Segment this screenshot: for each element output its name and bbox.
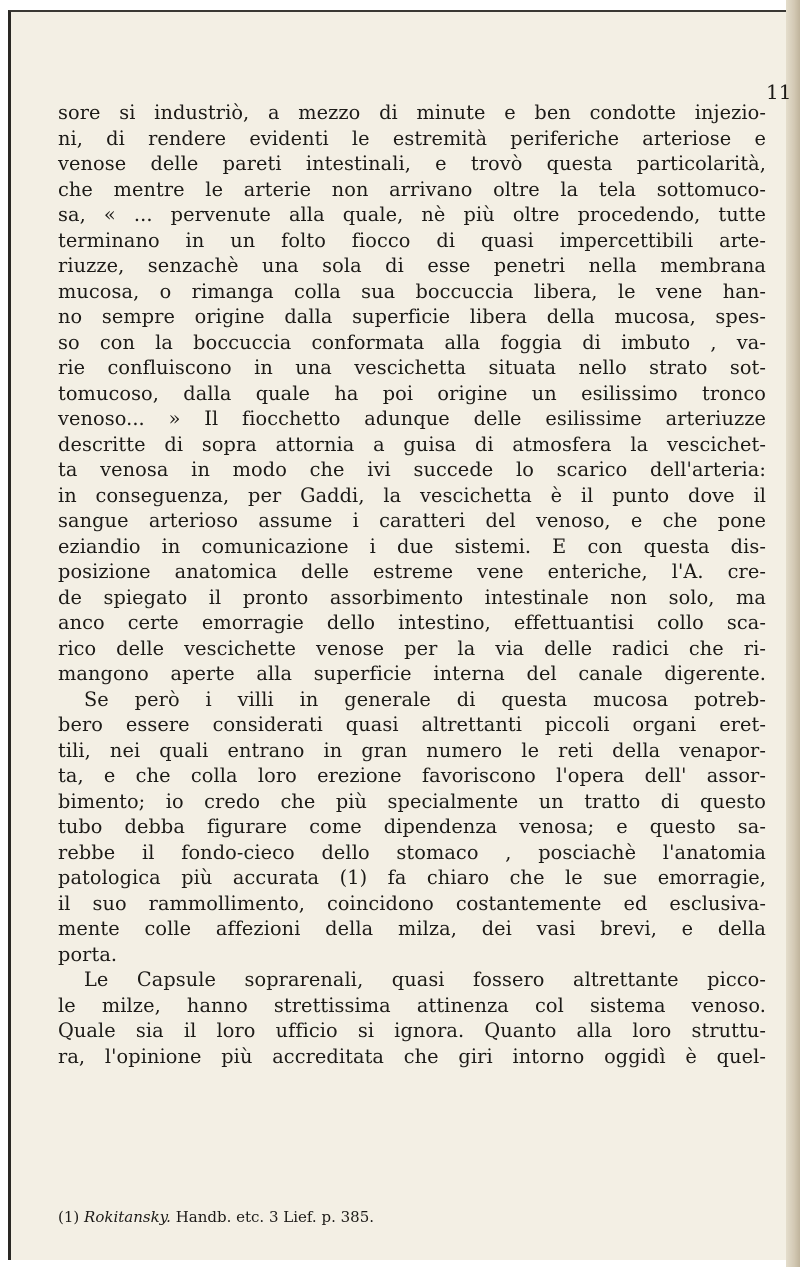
text-line: patologica più accurata (1) fa chiaro che le sue emorragie, (58, 866, 766, 889)
text-line: porta. (58, 942, 118, 966)
text-line: mucosa, o rimanga colla sua boccuccia libera, le vene han- (58, 279, 766, 303)
text-line: sa, « ... pervenute alla quale, nè più oltre procedendo, tutte (58, 203, 766, 226)
text-line: le milze, hanno strettissima attinenza col sistema venoso. (58, 993, 766, 1017)
text-line: in conseguenza, per Gaddi, la vescichetta è il punto dove il (58, 483, 766, 507)
text-line: rico delle vescichette venose per la via delle radici che ri- (58, 636, 766, 660)
text-line: Se però i villi in generale di questa mucosa potreb- (84, 687, 766, 711)
text-line: terminano in un folto fiocco di quasi impercettibili arte- (58, 228, 766, 252)
footnote-author: Rokitansky. (84, 1208, 171, 1226)
text-line: bero essere considerati quasi altrettanti piccoli organi eret- (58, 713, 766, 736)
footnote-reference: Handb. etc. 3 Lief. p. 385. (175, 1208, 375, 1226)
text-line: che mentre le arterie non arrivano oltre la tela sottomuco- (58, 177, 766, 201)
text-line: tubo debba figurare come dipendenza venosa; e questo sa- (58, 815, 766, 838)
page-edge-shadow (786, 0, 800, 1267)
text-line: ni, di rendere evidenti le estremità periferiche arteriose e (58, 126, 766, 150)
body-text (58, 100, 766, 1069)
footnote-marker: (1) (58, 1208, 80, 1226)
footnote (58, 1208, 374, 1226)
text-line: sangue arterioso assume i caratteri del venoso, e che pone (58, 509, 766, 532)
text-line: il suo rammollimento, coincidono costantemente ed esclusiva- (58, 891, 766, 915)
text-line: ta, e che colla loro erezione favoriscono l'opera dell' assor- (58, 764, 766, 787)
text-line: Le Capsule soprarenali, quasi fossero altrettante picco- (84, 968, 766, 991)
text-line: de spiegato il pronto assorbimento intestinale non solo, ma (58, 585, 766, 609)
text-line: riuzze, senzachè una sola di esse penetri nella membrana (58, 254, 766, 277)
page-number: 11 (766, 80, 792, 104)
text-line: descritte di sopra attornia a guisa di atmosfera la vescichet- (58, 432, 766, 456)
text-line: no sempre origine dalla superficie libera della mucosa, spes- (58, 305, 766, 328)
text-line: venose delle pareti intestinali, e trovò questa particolarità, (58, 152, 766, 175)
text-line: tomucoso, dalla quale ha poi origine un esilissimo tronco (58, 381, 766, 405)
text-line: rebbe il fondo-cieco dello stomaco , posciachè l'anatomia (58, 840, 766, 864)
text-line: mangono aperte alla superficie interna del canale digerente. (58, 662, 766, 685)
text-line: posizione anatomica delle estreme vene enteriche, l'A. cre- (58, 560, 766, 583)
text-line: Quale sia il loro ufficio si ignora. Quanto alla loro struttu- (58, 1019, 766, 1042)
text-line: ta venosa in modo che ivi succede lo scarico dell'arteria: (58, 458, 766, 481)
text-line: mente colle affezioni della milza, dei vasi brevi, e della (58, 917, 766, 940)
text-line: tili, nei quali entrano in gran numero le reti della venapor- (58, 738, 766, 762)
text-line: anco certe emorragie dello intestino, effettuantisi collo sca- (58, 611, 766, 634)
text-line: ra, l'opinione più accreditata che giri intorno oggidì è quel- (58, 1044, 766, 1068)
text-line: so con la boccuccia conformata alla foggia di imbuto , va- (58, 330, 766, 354)
text-line: venoso... » Il fiocchetto adunque delle esilissime arteriuzze (58, 407, 766, 430)
text-line: bimento; io credo che più specialmente un tratto di questo (58, 789, 766, 813)
text-line: rie confluiscono in una vescichetta situata nello strato sot- (58, 356, 766, 379)
text-line: eziandio in comunicazione i due sistemi. E con questa dis- (58, 534, 766, 558)
text-line: sore si industriò, a mezzo di minute e ben condotte injezio- (58, 101, 766, 124)
